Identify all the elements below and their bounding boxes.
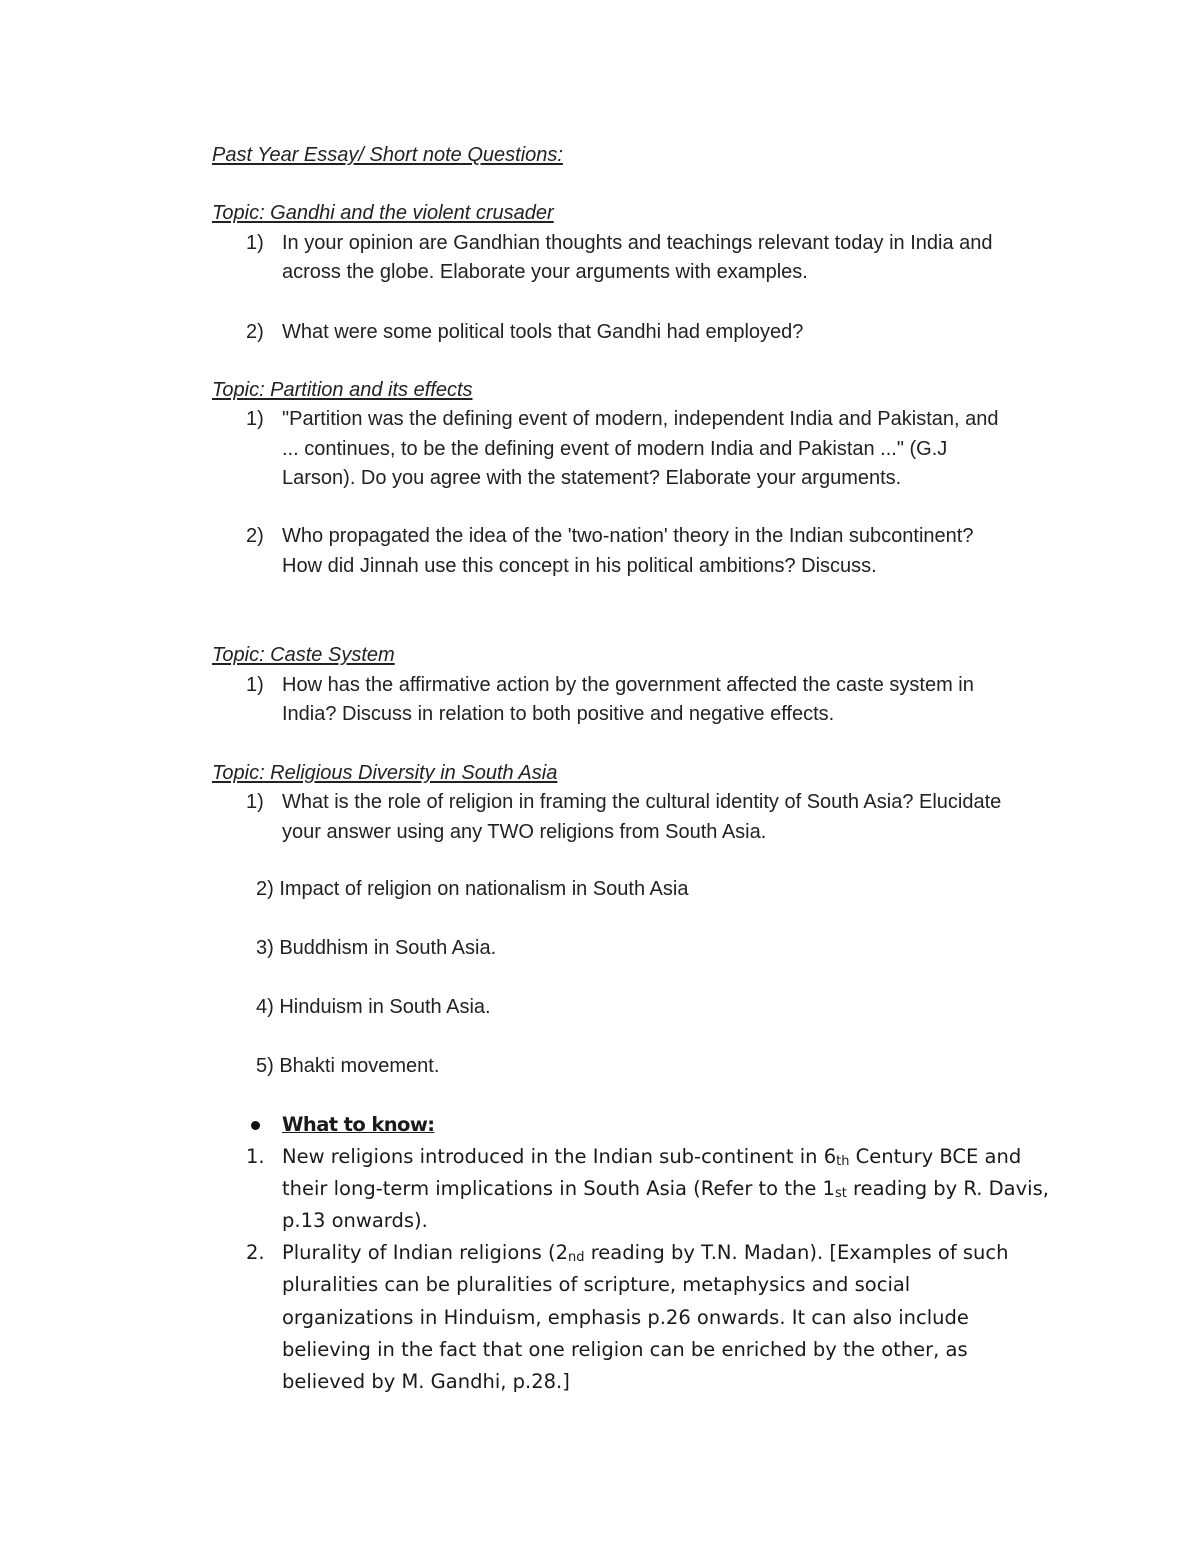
question-number: 1) <box>246 408 264 430</box>
list-item-line: New religions introduced in the Indian sub-continent in $6_{th}$ Century BCE and <box>282 1145 1022 1169</box>
short-item: 4) Hinduism in South Asia. <box>256 996 491 1018</box>
topic-heading-partition: Topic: Partition and its effects <box>212 379 473 401</box>
question-number: 1) <box>246 674 264 696</box>
list-number: 1. <box>246 1145 265 1168</box>
question-number: 2) <box>246 321 264 343</box>
topic-heading-caste: Topic: Caste System <box>212 644 395 666</box>
question-text-line: Larson). Do you agree with the statement? Elaborate your arguments. <box>282 467 902 489</box>
question-text-line: India? Discuss in relation to both positive and negative effects. <box>282 703 835 725</box>
question-number: 1) <box>246 791 264 813</box>
list-number: 2. <box>246 1241 265 1264</box>
question-text-line: "Partition was the defining event of modern, independent India and Pakistan, and <box>282 408 999 430</box>
what-to-know-heading: What to know: <box>282 1113 435 1136</box>
topic-heading-gandhi: Topic: Gandhi and the violent crusader <box>212 202 554 224</box>
question-text-line: ... continues, to be the defining event of modern India and Pakistan ..." (G.J <box>282 438 948 460</box>
list-item-line: pluralities can be pluralities of scripture, metaphysics and social <box>282 1273 911 1296</box>
list-item-line: believing in the fact that one religion can be enriched by the other, as <box>282 1338 968 1361</box>
question-number: 2) <box>246 525 264 547</box>
short-item: 5) Bhakti movement. <box>256 1055 440 1077</box>
short-item: 2) Impact of religion on nationalism in South Asia <box>256 878 689 900</box>
question-text-line: What is the role of religion in framing the cultural identity of South Asia? Elucidate <box>282 791 1002 813</box>
question-text-line: What were some political tools that Gandhi had employed? <box>282 321 804 343</box>
list-item-line: p.13 onwards). <box>282 1209 428 1232</box>
page-title: Past Year Essay/ Short note Questions: <box>212 144 563 166</box>
question-number: 1) <box>246 232 264 254</box>
question-text-line: How has the affirmative action by the government affected the caste system in <box>282 674 974 696</box>
list-item-line: organizations in Hinduism, emphasis p.26 onwards. It can also include <box>282 1306 969 1329</box>
topic-heading-religion: Topic: Religious Diversity in South Asia <box>212 762 558 784</box>
bullet-icon <box>251 1121 260 1130</box>
question-text-line: your answer using any TWO religions from South Asia. <box>282 821 767 843</box>
question-text-line: across the globe. Elaborate your arguments with examples. <box>282 261 808 283</box>
list-item-line: their long-term implications in South Asia (Refer to the $1_{st}$ reading by R. Davis, <box>282 1177 1049 1201</box>
short-item: 3) Buddhism in South Asia. <box>256 937 497 959</box>
question-text-line: In your opinion are Gandhian thoughts and teachings relevant today in India and <box>282 232 993 254</box>
list-item-line: Plurality of Indian religions ($2_{nd}$ reading by T.N. Madan). [Examples of such <box>282 1241 1009 1265</box>
question-text-line: How did Jinnah use this concept in his political ambitions? Discuss. <box>282 555 877 577</box>
list-item-line: believed by M. Gandhi, p.28.] <box>282 1370 570 1393</box>
question-text-line: Who propagated the idea of the 'two-nation' theory in the Indian subcontinent? <box>282 525 974 547</box>
